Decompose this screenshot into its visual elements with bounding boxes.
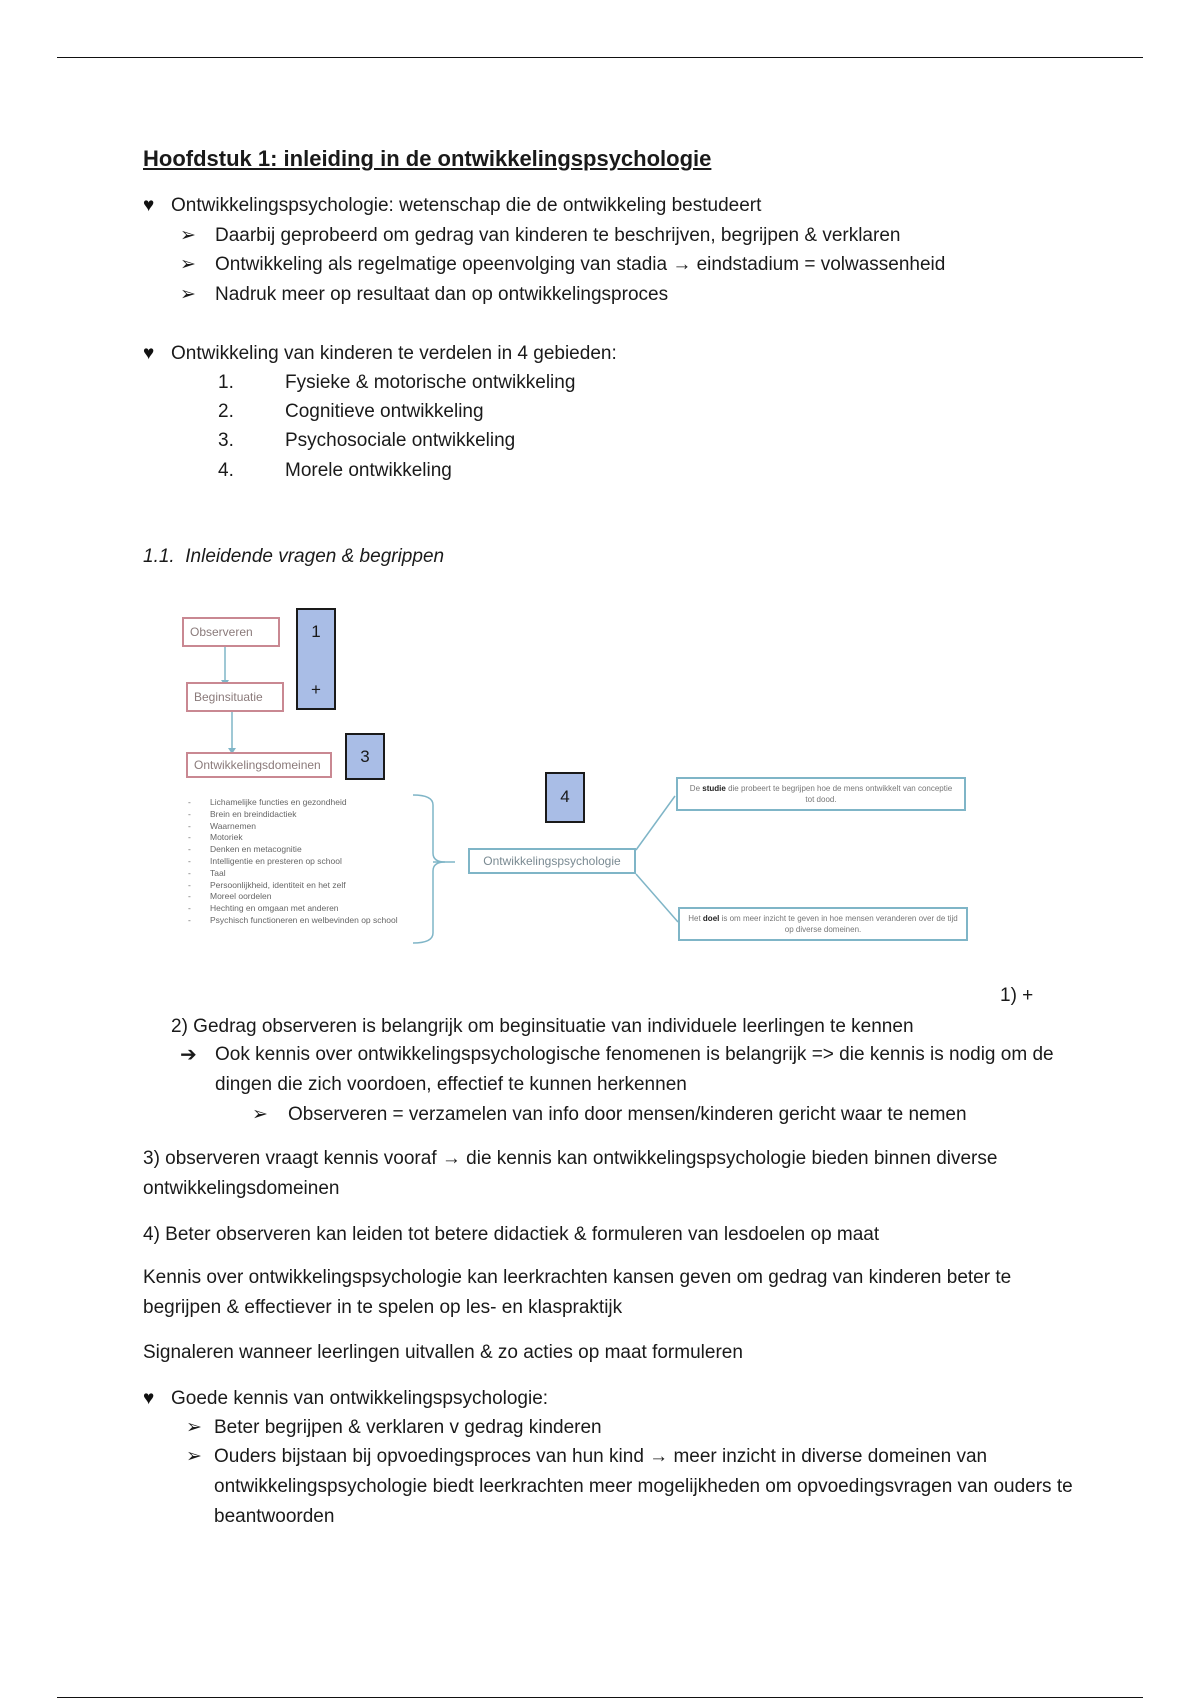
section-heading — [143, 546, 444, 568]
number-box-4 — [545, 772, 585, 823]
arrow-bullet-icon: ➢ — [180, 225, 196, 246]
note-bold: doel — [702, 914, 720, 923]
arrow-bullet-icon: ➢ — [252, 1104, 268, 1125]
connector-line — [636, 874, 678, 922]
definition-note — [676, 777, 966, 811]
block1-item: Ontwikkeling als regelmatige opeenvolging van stadia → eindstadium = volwassenheid — [215, 254, 946, 275]
arrow-bullet-icon: ➢ — [180, 284, 196, 305]
block1-item: Nadruk meer op resultaat dan op ontwikkelingsproces — [215, 284, 669, 305]
block3-item: Ouders bijstaan bij opvoedingsproces van hun kind → meer inzicht in diverse domeinen van ontwikkelingspsychologie biedt leerkrachten meer mogelijkheden om opvoedingsvragen van ouders te beantwoorden — [214, 1446, 1073, 1527]
goal-note — [678, 907, 968, 941]
list-item: - Moreel oordelen — [188, 891, 398, 903]
point-3: 3) observeren vraagt kennis vooraf → die kennis kan ontwikkelingspsychologie bieden binnen diverse ontwikkelingsdomeinen — [143, 1148, 998, 1199]
box-plus: + — [311, 680, 321, 699]
list-item: - Brein en breindidactiek — [188, 809, 398, 821]
list-item: - Motoriek — [188, 832, 398, 844]
list-item: - Denken en metacognitie — [188, 844, 398, 856]
list-item: Morele ontwikkeling — [285, 460, 452, 481]
list-number: 3. — [218, 430, 234, 451]
list-number: 4. — [218, 460, 234, 481]
block3-item: Beter begrijpen & verklaren v gedrag kinderen — [214, 1417, 602, 1438]
ontwikkelingsdomeinen-box: Ontwikkelingsdomeinen — [186, 752, 332, 778]
observeren-box: Observeren — [182, 617, 280, 647]
arrow-bullet-icon: ➢ — [186, 1417, 202, 1438]
paragraph: Signaleren wanneer leerlingen uitvallen & zo acties op maat formuleren — [143, 1342, 743, 1363]
number-box-1 — [296, 608, 336, 710]
bottom-rule — [57, 1697, 1143, 1698]
heart-bullet-icon: ♥ — [143, 195, 155, 216]
box-number: 4 — [560, 787, 570, 806]
point-2-subsub: Observeren = verzamelen van info door mensen/kinderen gericht waar te nemen — [288, 1104, 967, 1125]
bold-arrow-icon: ➔ — [180, 1044, 197, 1066]
list-item: - Taal — [188, 868, 398, 880]
list-item: - Hechting en omgaan met anderen — [188, 903, 398, 915]
point-2: 2) Gedrag observeren is belangrijk om beginsituatie van individuele leerlingen te kennen — [171, 1016, 914, 1037]
paragraph: Kennis over ontwikkelingspsychologie kan leerkrachten kansen geven om gedrag van kinderen beter te begrijpen & effectiever in te spelen op les- en klaspraktijk — [143, 1267, 1012, 1318]
list-item: - Psychisch functioneren en welbevinden op school — [188, 915, 398, 927]
block2-heading: Ontwikkeling van kinderen te verdelen in 4 gebieden: — [171, 343, 617, 364]
list-item: - Waarnemen — [188, 821, 398, 833]
section-title-text: Inleidende vragen & begrippen — [185, 546, 445, 567]
point-4: 4) Beter observeren kan leiden tot betere didactiek & formuleren van lesdoelen op maat — [143, 1224, 880, 1245]
box-number: 1 — [311, 622, 321, 641]
beginsituatie-box: Beginsituatie — [186, 682, 284, 712]
arrow-bullet-icon: ➢ — [186, 1446, 202, 1467]
list-item: Psychosociale ontwikkeling — [285, 430, 516, 451]
note-bold: studie — [702, 784, 726, 793]
list-number: 1. — [218, 372, 234, 393]
domain-list — [188, 797, 398, 927]
list-number: 2. — [218, 401, 234, 422]
list-item: - Intelligentie en presteren op school — [188, 856, 398, 868]
list-item: Fysieke & motorische ontwikkeling — [285, 372, 576, 393]
block1-item: Daarbij geprobeerd om gedrag van kinderen te beschrijven, begrijpen & verklaren — [215, 225, 901, 246]
box-number: 3 — [360, 747, 370, 766]
note-text: is om meer inzicht te geven in hoe mensen veranderen over de tijd op diverse domeinen. — [721, 914, 958, 934]
list-item: - Persoonlijkheid, identiteit en het zelf — [188, 880, 398, 892]
right-note: 1) + — [1000, 985, 1034, 1006]
note-text: De — [689, 784, 701, 793]
connector-line — [636, 796, 675, 850]
concept-diagram — [170, 600, 1000, 950]
section-number: 1.1. — [143, 546, 175, 567]
arrow-bullet-icon: ➢ — [180, 254, 196, 275]
number-box-3 — [345, 733, 385, 780]
list-item: - Lichamelijke functies en gezondheid — [188, 797, 398, 809]
heart-bullet-icon: ♥ — [143, 1388, 155, 1409]
note-text: die probeert te begrijpen hoe de mens ontwikkelt van conceptie tot dood. — [728, 784, 953, 804]
point-2-sub: Ook kennis over ontwikkelingspsychologische fenomenen is belangrijk => die kennis is nodig om de dingen die zich voordoen, effectief te kunnen herkennen — [215, 1044, 1054, 1095]
page-title: Hoofdstuk 1: inleiding in de ontwikkelingspsychologie — [143, 146, 712, 171]
heart-bullet-icon: ♥ — [143, 343, 155, 364]
block3-heading: Goede kennis van ontwikkelingspsychologie: — [171, 1388, 549, 1409]
list-item: Cognitieve ontwikkeling — [285, 401, 484, 422]
block1-heading: Ontwikkelingspsychologie: wetenschap die de ontwikkeling bestudeert — [171, 195, 762, 216]
top-rule — [57, 57, 1143, 58]
brace-icon — [413, 795, 445, 943]
ontwikkelingspsychologie-box: Ontwikkelingspsychologie — [468, 848, 636, 874]
note-text: Het — [688, 914, 701, 923]
